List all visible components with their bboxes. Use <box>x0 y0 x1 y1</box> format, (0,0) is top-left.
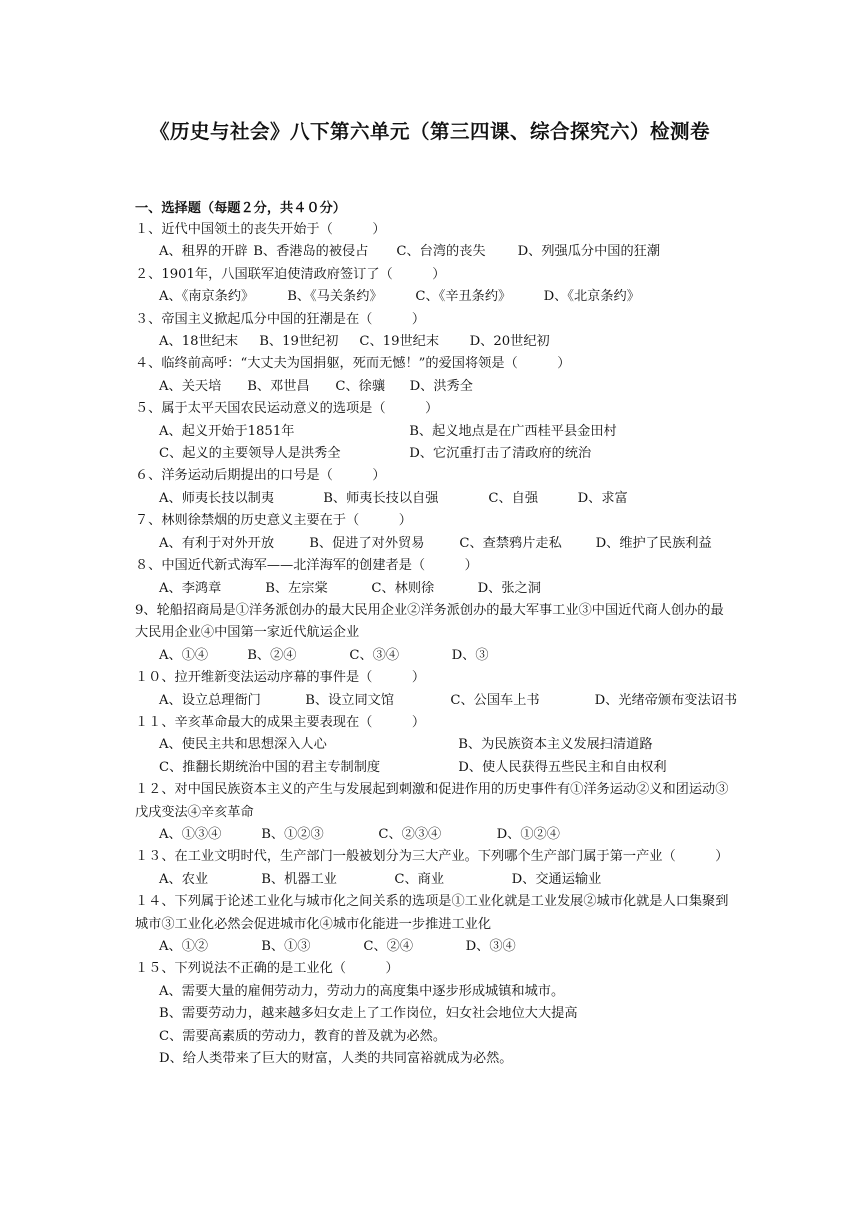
option: B、19世纪初 <box>259 334 339 350</box>
question-stem: ６、洋务运动后期提出的口号是（ ） <box>135 468 386 484</box>
option: A、师夷长技以制夷 <box>159 490 275 506</box>
option: B、①③ <box>261 939 311 954</box>
question-stem: ４、临终前高呼：“大丈夫为国捐躯，死而无憾！”的爱国将领是（ ） <box>135 356 571 372</box>
option: D、列强瓜分中国的狂潮 <box>517 244 661 260</box>
question-options <box>135 331 735 353</box>
question-stem: 9、轮船招商局是①洋务派创办的最大民用企业②洋务派创办的最大军事工业③中国近代商人创办的最大民用企业④中国第一家近代航运企业 <box>135 602 724 641</box>
question-stem: ７、林则徐禁烟的历史意义主要在于（ ） <box>135 513 412 529</box>
option: A、《南京条约》 <box>159 289 255 305</box>
option: A、设立总理衙门 <box>159 692 261 708</box>
option: C、《辛丑条约》 <box>415 289 512 305</box>
option: B、香港岛的被侵占 <box>253 244 369 260</box>
question-list <box>135 219 738 1070</box>
option: D、它沉重打击了清政府的统治 <box>409 446 592 462</box>
option: A、李鸿章 <box>159 580 222 596</box>
option: A、①④ <box>159 647 209 663</box>
option: A、有利于对外开放 <box>159 535 275 551</box>
question-stem: １１、辛亥革命最大的成果主要表现在（ ） <box>135 714 426 730</box>
option: C、台湾的丧失 <box>396 244 486 260</box>
option: A、使民主共和思想深入人心 <box>159 737 327 753</box>
option: C、需要高素质的劳动力，教育的普及就为必然。 <box>159 1028 447 1044</box>
option: B、①②③ <box>261 826 324 842</box>
option: D、求富 <box>577 490 628 506</box>
option: C、②④ <box>363 939 414 954</box>
question-options <box>135 734 735 779</box>
question-stem: １０、拉开维新变法运动序幕的事件是（ ） <box>135 670 426 686</box>
option: D、③④ <box>465 939 516 954</box>
option: B、促进了对外贸易 <box>309 535 425 551</box>
option: A、需要大量的雇佣劳动力，劳动力的高度集中逐步形成城镇和城市。 <box>159 983 565 999</box>
question-stem: ５、属于太平天国农民运动意义的选项是（ ） <box>135 401 439 417</box>
option: D、①②④ <box>496 826 560 842</box>
question-options <box>135 824 735 846</box>
option: D、使人民获得五些民主和自由权利 <box>458 759 667 775</box>
option: D、光绪帝颁布变法诏书 <box>594 692 738 708</box>
option: C、商业 <box>394 871 445 887</box>
option: A、①③④ <box>159 826 222 842</box>
question-options <box>135 533 735 555</box>
question-stem: １４、下列属于论述工业化与城市化之间关系的选项是①工业化就是工业发展②城市化就是人口集聚到城市③工业化必然会促进城市化④城市化能进一步推进工业化 <box>135 894 729 932</box>
option: B、需要劳动力，越来越多妇女走上了工作岗位，妇女社会地位大大提高 <box>159 1006 578 1022</box>
option: D、《北京条约》 <box>543 289 640 305</box>
question-stem: ３、帝国主义掀起瓜分中国的狂潮是在（ ） <box>135 311 426 327</box>
option: A、18世纪末 <box>159 334 239 350</box>
option: D、③ <box>451 647 489 663</box>
option: D、洪秀全 <box>409 378 473 394</box>
option: C、徐骧 <box>335 378 386 394</box>
option: C、公国车上书 <box>450 692 540 708</box>
option: C、林则徐 <box>371 580 435 596</box>
question-stem: ２、1901年，八国联军迫使清政府签订了（ ） <box>135 266 446 282</box>
question-stem: １、近代中国领土的丧失开始于（ ） <box>135 222 386 237</box>
option: C、19世纪末 <box>359 334 440 350</box>
option: B、机器工业 <box>261 871 337 887</box>
question-stem: １２、对中国民族资本主义的产生与发展起到刺激和促进作用的历史事件有①洋务运动②义和团运动③戊戌变法④辛亥革命 <box>135 782 729 820</box>
question-options <box>135 645 735 667</box>
option: D、张之洞 <box>477 580 541 596</box>
question-stem: ８、中国近代新式海军——北洋海军的创建者是（ ） <box>135 558 478 574</box>
option: C、起义的主要领导人是洪秀全 <box>159 446 341 462</box>
option: B、为民族资本主义发展扫清道路 <box>458 737 653 753</box>
option: A、①② <box>159 939 209 954</box>
question-options <box>135 421 735 466</box>
option: D、给人类带来了巨大的财富，人类的共同富裕就成为必然。 <box>159 1051 513 1067</box>
option: A、农业 <box>159 871 209 887</box>
option: A、起义开始于1851年 <box>159 423 295 439</box>
option: C、查禁鸦片走私 <box>459 535 562 551</box>
question-options <box>135 981 735 1071</box>
option: C、②③④ <box>378 826 442 842</box>
option: B、设立同文馆 <box>305 692 395 708</box>
option: D、20世纪初 <box>469 334 550 350</box>
question-options <box>135 241 735 263</box>
option: B、师夷长技以自强 <box>323 490 439 506</box>
option: B、起义地点是在广西桂平县金田村 <box>409 423 617 439</box>
question-stem: １３、在工业文明时代，生产部门一般被划分为三大产业。下列哪个生产部门属于第一产业（ ） <box>135 849 729 865</box>
question-options <box>135 869 735 891</box>
option: D、维护了民族利益 <box>595 535 712 551</box>
exam-title: 《历史与社会》八下第六单元（第三四课、综合探究六）检测卷 <box>149 120 710 143</box>
question-options <box>135 690 738 712</box>
option: D、交通运输业 <box>511 871 602 887</box>
question-stem: １５、下列说法不正确的是工业化（ ） <box>135 961 399 977</box>
option: A、关天培 <box>159 378 222 394</box>
option: C、③④ <box>349 647 400 663</box>
question-options <box>135 376 735 398</box>
section-heading: 一、选择题（每题２分，共４０分） <box>135 201 346 216</box>
option: B、《马关条约》 <box>287 289 383 305</box>
question-options <box>135 936 735 958</box>
question-options <box>135 488 735 510</box>
option: A、租界的开辟 <box>159 244 248 260</box>
option: B、②④ <box>247 647 297 663</box>
option: B、左宗棠 <box>265 580 328 596</box>
question-options <box>135 286 735 308</box>
option: B、邓世昌 <box>247 378 310 394</box>
option: C、推翻长期统治中国的君主专制制度 <box>159 759 381 775</box>
question-options <box>135 578 735 600</box>
option: C、自强 <box>488 490 539 506</box>
